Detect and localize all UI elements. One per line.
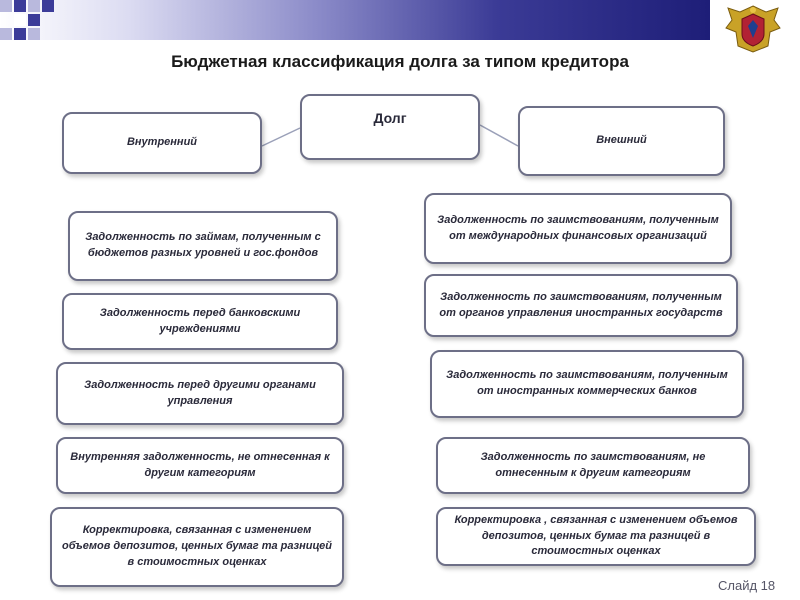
- external-item: Корректировка , связанная с изменением объемов депозитов, ценных бумаг та разницей в стоимостных оценках: [436, 507, 756, 566]
- external-item: Задолженность по заимствованиям, полученным от международных финансовых организаций: [424, 193, 732, 264]
- connector-root-internal: [262, 128, 300, 146]
- internal-item: Корректировка, связанная с изменением объемов депозитов, ценных бумаг та разницей в стоимостных оценках: [50, 507, 344, 587]
- internal-item: Задолженность перед другими органами управления: [56, 362, 344, 425]
- connector-root-external: [480, 125, 518, 146]
- category-external: Внешний: [518, 106, 725, 176]
- external-item: Задолженность по заимствованиям, полученным от органов управления иностранных государств: [424, 274, 738, 337]
- external-item: Задолженность по заимствованиям, полученным от иностранных коммерческих банков: [430, 350, 744, 418]
- external-item: Задолженность по заимствованиям, не отнесенным к другим категориям: [436, 437, 750, 494]
- internal-item: Задолженность перед банковскими учреждениями: [62, 293, 338, 350]
- category-internal: Внутренний: [62, 112, 262, 174]
- internal-item: Внутренняя задолженность, не отнесенная к другим категориям: [56, 437, 344, 494]
- internal-item: Задолженность по займам, полученным с бюджетов разных уровней и гос.фондов: [68, 211, 338, 281]
- root-node-debt: Долг: [300, 94, 480, 160]
- page-title: Бюджетная классификация долга за типом кредитора: [171, 52, 629, 71]
- slide-number: Слайд 18: [718, 578, 776, 593]
